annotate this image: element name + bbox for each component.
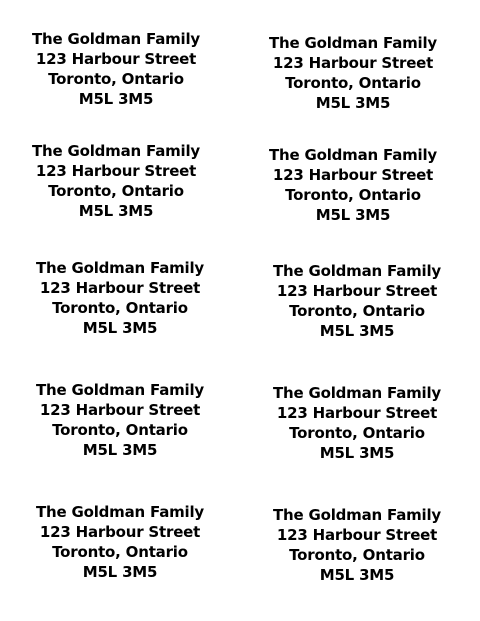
label-city: Toronto, Ontario	[285, 186, 421, 204]
label-city: Toronto, Ontario	[289, 302, 425, 320]
address-label	[20, 502, 220, 582]
label-city: Toronto, Ontario	[289, 546, 425, 564]
address-label	[16, 29, 216, 109]
label-street: 123 Harbour Street	[276, 404, 438, 422]
address-label	[253, 145, 453, 225]
label-city: Toronto, Ontario	[48, 70, 184, 88]
label-name: The Goldman Family	[272, 506, 442, 524]
label-city: Toronto, Ontario	[52, 299, 188, 317]
address-label	[257, 383, 457, 463]
label-street: 123 Harbour Street	[276, 282, 438, 300]
label-street: 123 Harbour Street	[276, 526, 438, 544]
label-postal-code: M5L 3M5	[315, 94, 391, 112]
label-postal-code: M5L 3M5	[82, 319, 158, 337]
address-label	[253, 33, 453, 113]
label-postal-code: M5L 3M5	[82, 441, 158, 459]
address-label	[257, 261, 457, 341]
label-postal-code: M5L 3M5	[319, 444, 395, 462]
label-city: Toronto, Ontario	[289, 424, 425, 442]
address-label	[16, 141, 216, 221]
label-name: The Goldman Family	[35, 503, 205, 521]
label-street: 123 Harbour Street	[39, 401, 201, 419]
label-name: The Goldman Family	[272, 262, 442, 280]
label-street: 123 Harbour Street	[35, 50, 197, 68]
label-postal-code: M5L 3M5	[319, 322, 395, 340]
label-name: The Goldman Family	[31, 30, 201, 48]
label-name: The Goldman Family	[268, 146, 438, 164]
label-postal-code: M5L 3M5	[82, 563, 158, 581]
address-label	[257, 505, 457, 585]
label-postal-code: M5L 3M5	[315, 206, 391, 224]
label-street: 123 Harbour Street	[272, 54, 434, 72]
address-label	[20, 380, 220, 460]
label-street: 123 Harbour Street	[39, 523, 201, 541]
label-city: Toronto, Ontario	[48, 182, 184, 200]
label-city: Toronto, Ontario	[52, 421, 188, 439]
label-street: 123 Harbour Street	[35, 162, 197, 180]
label-postal-code: M5L 3M5	[78, 90, 154, 108]
label-city: Toronto, Ontario	[52, 543, 188, 561]
label-name: The Goldman Family	[31, 142, 201, 160]
label-postal-code: M5L 3M5	[78, 202, 154, 220]
label-street: 123 Harbour Street	[272, 166, 434, 184]
label-name: The Goldman Family	[35, 381, 205, 399]
label-name: The Goldman Family	[268, 34, 438, 52]
label-postal-code: M5L 3M5	[319, 566, 395, 584]
label-name: The Goldman Family	[35, 259, 205, 277]
label-name: The Goldman Family	[272, 384, 442, 402]
label-street: 123 Harbour Street	[39, 279, 201, 297]
label-city: Toronto, Ontario	[285, 74, 421, 92]
address-label	[20, 258, 220, 338]
